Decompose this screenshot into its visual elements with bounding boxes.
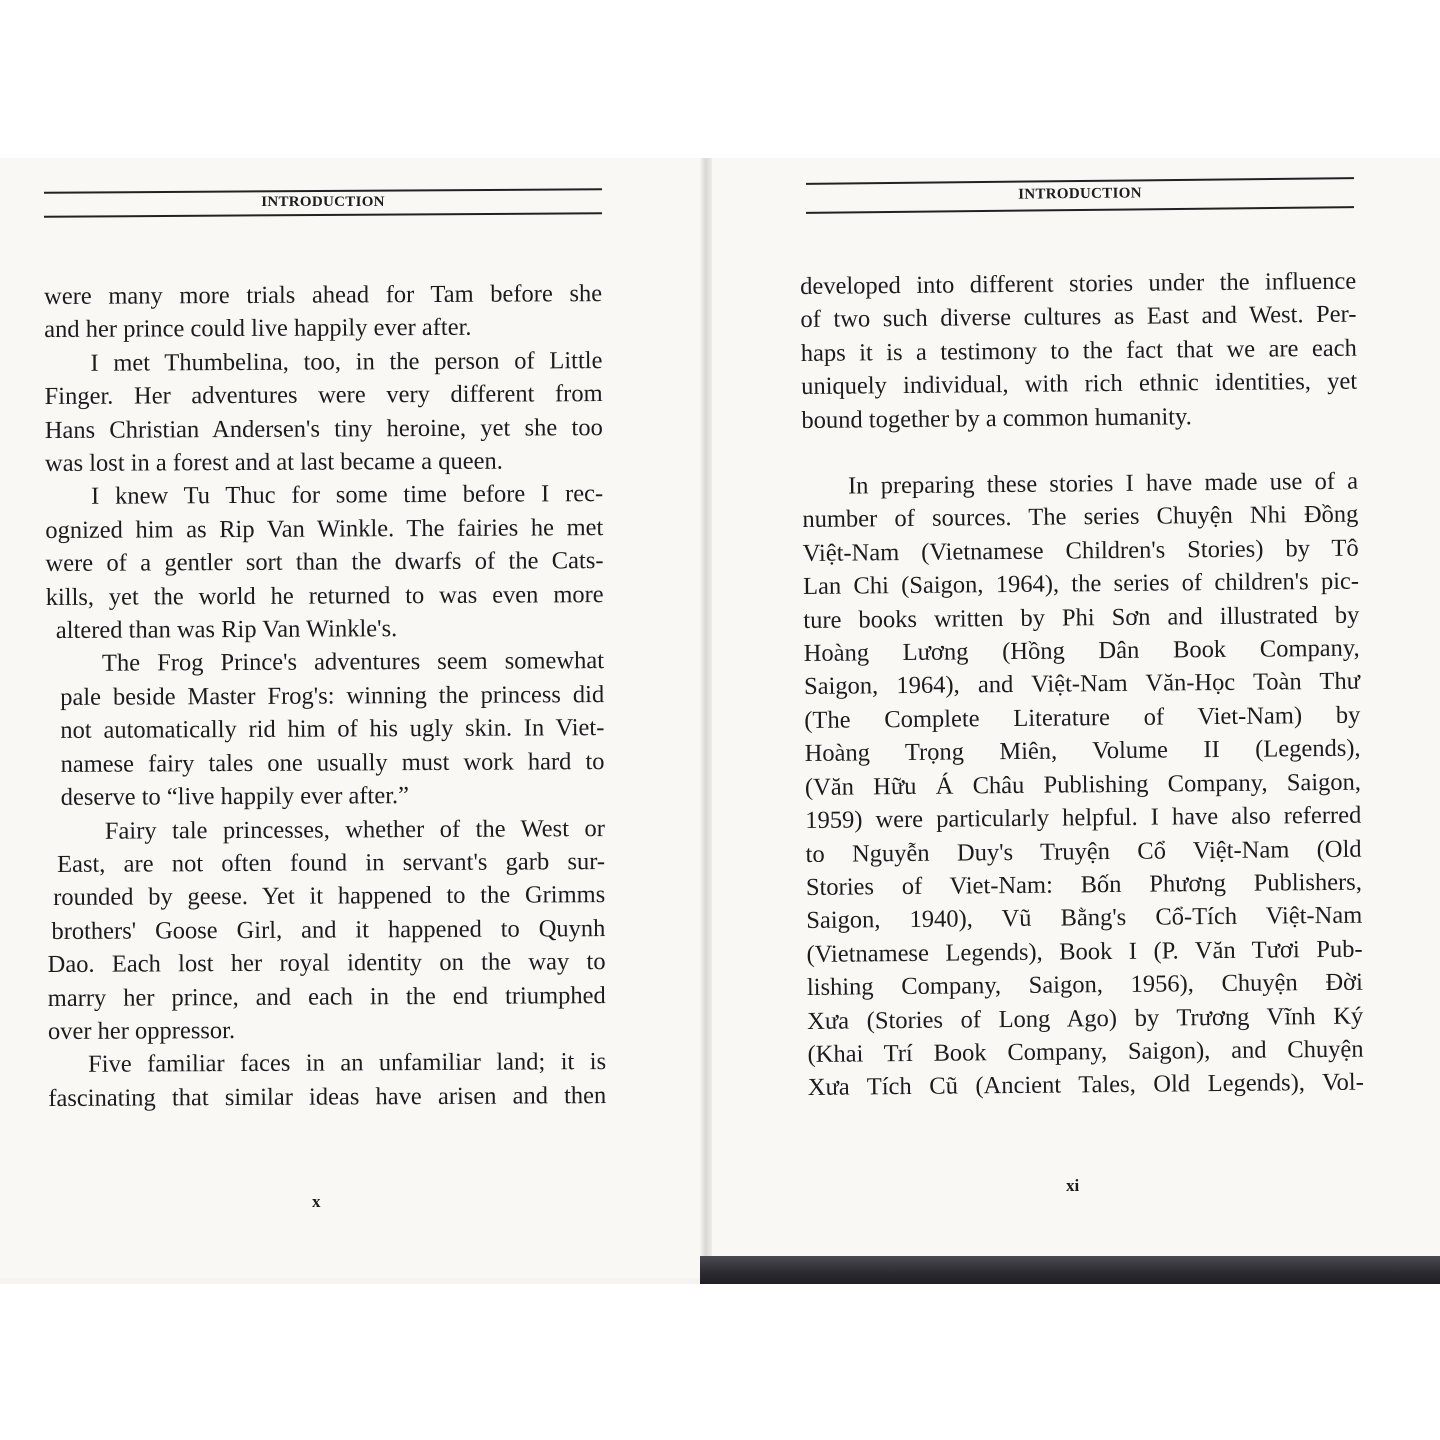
text-line: pale beside Master Frog's: winning the princess did [60,680,605,711]
text-line: (Văn Hữu Á Châu Publishing Company, Saigon, [804,768,1362,801]
page-number: xi [1066,1176,1080,1195]
page-number: x [312,1192,321,1211]
text-line: kills, yet the world he returned to was even more [45,580,604,611]
right-page [800,158,1364,1284]
text-line: number of sources. The series Chuyện Nhi Đồng [802,501,1359,534]
text-line: to Nguyễn Duy's Truyện Cổ Việt-Nam (Old [805,835,1362,868]
text-line: (The Complete Literature of Viet-Nam) by [804,701,1361,734]
text-line: Việt-Nam (Vietnamese Children's Stories) by Tô [802,534,1359,567]
text-line: rounded by geese. Yet it happened to the Grimms [53,881,606,912]
text-line: marry her prince, and each in the end triumphed [47,981,606,1012]
text-line: I knew Tu Thuc for some time before I rec- [91,480,604,511]
text-line: In preparing these stories I have made use of a [847,467,1359,500]
text-line: Dao. Each lost her royal identity on the way to [47,948,606,979]
text-line: ognized him as Rip Van Winkle. The fairies he met [45,513,604,544]
text-line: were of a gentler sort than the dwarfs of the Cats- [45,547,604,578]
text-line: (Khai Trí Book Company, Saigon), and Chuyện [807,1035,1364,1068]
text-line: East, are not often found in servant's garb sur- [56,847,606,878]
text-line: uniquely individual, with rich ethnic identities, yet [800,367,1358,401]
text-line: Stories of Viet-Nam: Bốn Phương Publishers, [805,868,1363,901]
text-line: were many more trials ahead for Tam before she [44,280,603,310]
text-line: ture books written by Phi Sơn and illustrated by [803,601,1360,634]
text-line: of two such diverse cultures as East and West. Per- [800,301,1357,334]
text-line: not automatically rid him of his ugly skin. In Viet- [60,714,605,745]
header-rule [806,206,1354,214]
text-line: lishing Company, Saigon, 1956), Chuyện Đời [806,968,1363,1002]
running-head: INTRODUCTION [261,194,385,210]
header-rule [44,212,602,217]
text-line: (Vietnamese Legends), Book I (P. Văn Tươi Pub- [806,935,1363,968]
text-line: over her oppressor. [47,1016,236,1045]
book-spread [0,158,1440,1284]
text-line: Finger. Her adventures were very different from [44,380,603,411]
text-line: Lan Chi (Saigon, 1964), the series of children's pic- [802,567,1360,601]
text-line: Xưa Tích Cũ (Ancient Tales, Old Legends), Vol- [807,1068,1364,1102]
text-line: brothers' Goose Girl, and it happened to Quynh [51,914,606,945]
text-line: altered than was Rip Van Winkle's. [55,615,398,645]
left-page [30,158,610,1284]
text-line: bound together by a common humanity. [801,402,1192,434]
body-text [800,265,1364,1105]
text-line: Saigon, 1940), Vũ Bằng's Cổ-Tích Việt-Nam [806,901,1363,935]
text-line: namese fairy tales one usually must work hard to [60,747,605,778]
text-line: haps it is a testimony to the fact that we are each [800,334,1357,367]
text-line: Five familiar faces in an unfamiliar land; it is [88,1048,607,1079]
book-gutter [700,158,712,1258]
running-head: INTRODUCTION [1018,185,1142,203]
text-line: and her prince could live happily ever after. [44,314,472,344]
text-line: fascinating that similar ideas have arisen and then [48,1081,607,1112]
header-rule [44,188,602,193]
text-line: developed into different stories under the influence [800,267,1357,300]
text-line: 1959) were particularly helpful. I have also referred [805,801,1362,835]
text-line: Xưa (Stories of Long Ago) by Trương Vĩnh Ký [807,1002,1364,1035]
text-line: The Frog Prince's adventures seem somewhat [101,647,605,678]
text-line: Hoàng Trọng Miên, Volume II (Legends), [804,734,1361,768]
body-text [44,277,606,1115]
text-line: deserve to “live happily ever after.” [60,782,410,812]
text-line: I met Thumbelina, too, in the person of Little [90,346,603,377]
text-line: Saigon, 1964), and Việt-Nam Văn-Học Toàn Thư [803,668,1361,701]
text-line: was lost in a forest and at last became a queen. [44,447,503,478]
text-line: Fairy tale princesses, whether of the West or [104,814,605,845]
text-line: Hoàng Lương (Hồng Dân Book Company, [803,634,1360,668]
text-line: Hans Christian Andersen's tiny heroine, yet she too [44,413,603,444]
